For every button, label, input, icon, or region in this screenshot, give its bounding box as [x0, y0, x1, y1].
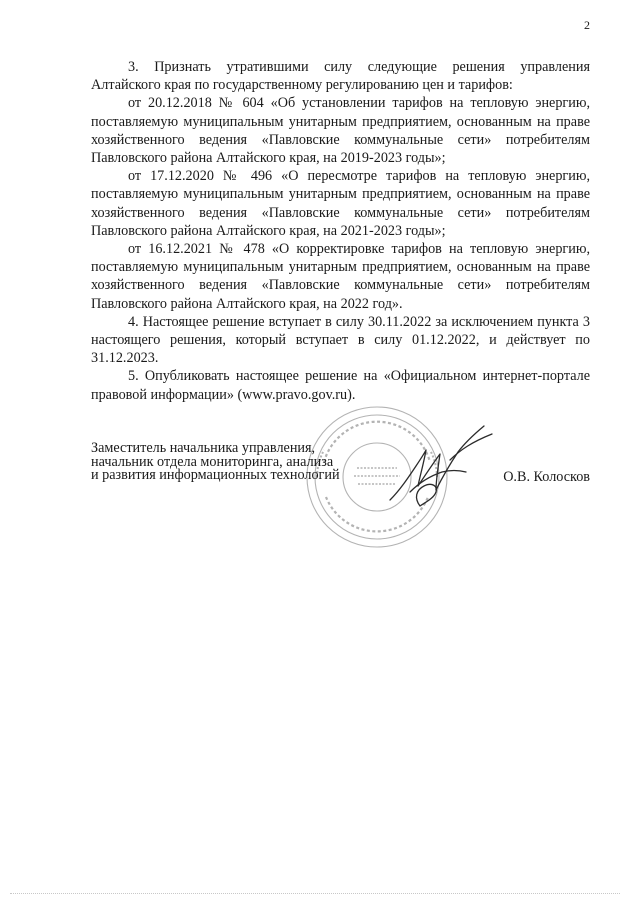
signatory-position-line: Заместитель начальника управления,: [91, 440, 316, 456]
paragraph-repealed-decision-496: от 17.12.2020 № 496 «О пересмотре тарифов на тепловую энергию, поставляемую муниципальным унитарным предприятием, основанным на праве хозяйственного ведения «Павловские коммунальные сети» потребителям Павловского района Алтайского края, на 2021-2023 годы»;: [91, 168, 590, 239]
paragraph-repealed-decision-478: от 16.12.2021 № 478 «О корректировке тарифов на тепловую энергию, поставляемую муниципальным унитарным предприятием, основанным на праве хозяйственного ведения «Павловские коммунальные сети» потребителям Павловского района Алтайского края, на 2022 год».: [91, 241, 590, 312]
paragraph-clause-5: 5. Опубликовать настоящее решение на «Официальном интернет-портале правовой информации» (www.pravo.gov.ru).: [91, 368, 590, 403]
signatory-name: О.В. Колосков: [503, 469, 590, 485]
paragraph-repealed-decision-604: от 20.12.2018 № 604 «Об установлении тарифов на тепловую энергию, поставляемую муниципальным унитарным предприятием, основанным на праве хозяйственного ведения «Павловские коммунальные сети» потребителям Павловского района Алтайского края, на 2019-2023 годы»;: [91, 95, 590, 167]
signatory-position: [91, 442, 340, 483]
page-bottom-divider: [10, 893, 620, 894]
decision-body: [91, 58, 590, 404]
handwritten-signature-icon: [380, 420, 500, 520]
page-number: 2: [584, 18, 590, 32]
paragraph-clause-3: 3. Признать утратившими силу следующие решения управления Алтайского края по государственному регулированию цен и тарифов:: [91, 59, 590, 94]
paragraph-clause-4: 4. Настоящее решение вступает в силу 30.11.2022 за исключением пункта 3 настоящего решения, который вступает в силу 01.12.2022, и действует по 31.12.2023.: [91, 313, 590, 367]
signatory-position-line: и развития информационных технологий: [91, 467, 340, 483]
signatory-position-line: начальник отдела мониторинга, анализа: [91, 453, 334, 470]
